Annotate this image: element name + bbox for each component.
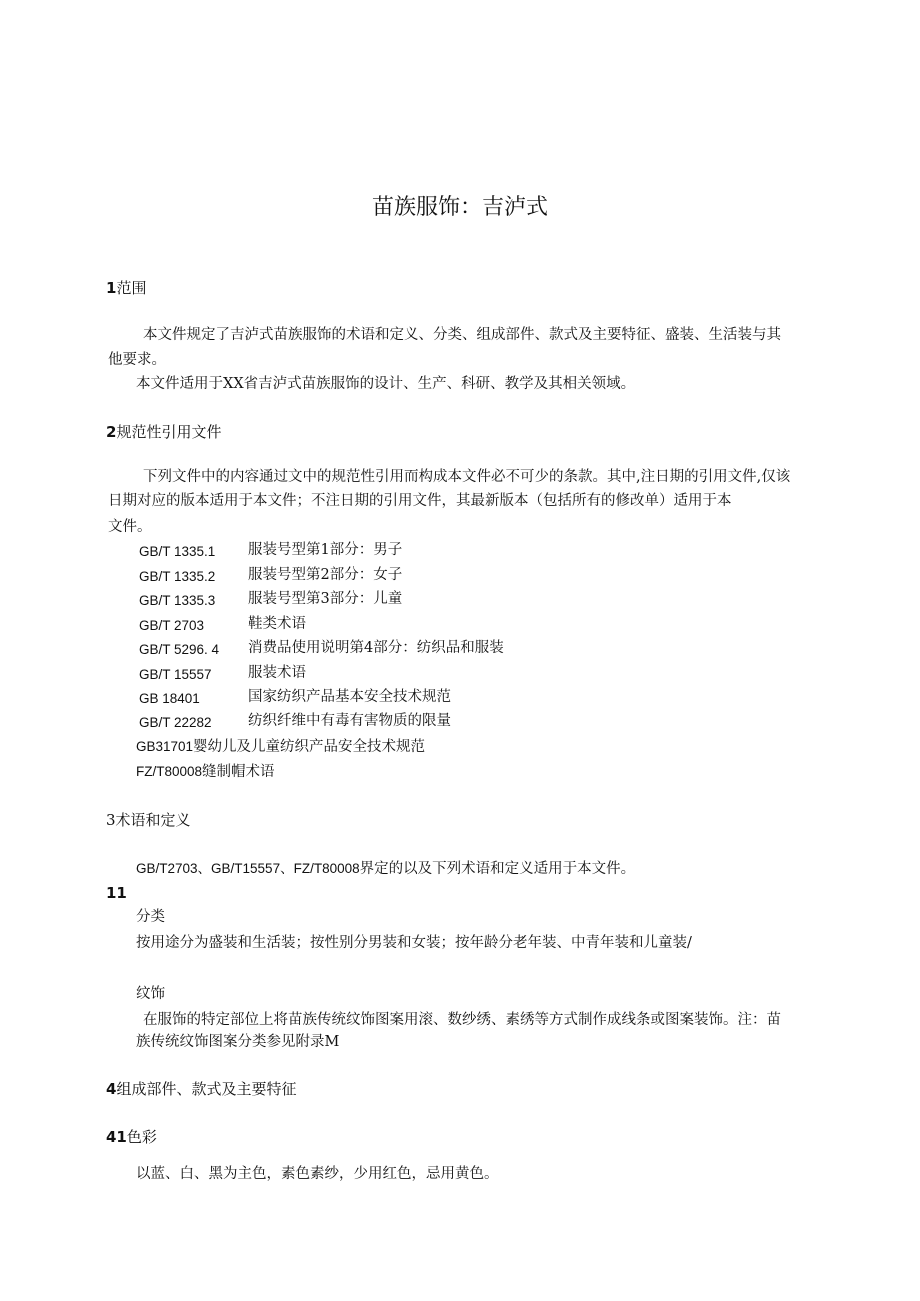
term-2-definition-line-2: 族传统纹饰图案分类参见附录M (136, 1034, 340, 1050)
section-3-intro-text: 界定的以及下列术语和定义适用于本文件。 (359, 861, 636, 877)
ref-title: 服装号型第3部分：儿童 (248, 591, 403, 607)
section-3-intro-codes: GB/T2703、GB/T15557、FZ/T80008 (136, 861, 360, 876)
ref-title: 国家纺织产品基本安全技术规范 (248, 689, 451, 705)
section-3-intro (136, 860, 635, 878)
ref-item (136, 763, 275, 781)
section-1-paragraph-2: 本文件适用于XX省吉泸式苗族服饰的设计、生产、科研、教学及其相关领域。 (136, 376, 636, 392)
ref-code: GB/T 15557 (139, 667, 212, 682)
ref-title: 纺织纤维中有毒有害物质的限量 (248, 713, 451, 729)
ref-title: 鞋类术语 (248, 616, 306, 632)
ref-title: 缝制帽术语 (202, 764, 275, 780)
ref-code: GB/T 5296. 4 (139, 642, 220, 657)
term-2-definition-line-1: 在服饰的特定部位上将苗族传统纹饰图案用滚、数纱绣、素绣等方式制作成线条或图案装饰。注：苗 (143, 1012, 781, 1028)
ref-code: FZ/T80008 (136, 764, 203, 779)
ref-code: GB/T 2703 (139, 618, 205, 633)
section-1-paragraph-1-line-1: 本文件规定了吉泸式苗族服饰的术语和定义、分类、组成部件、款式及主要特征、盛装、生活装与其 (143, 327, 781, 343)
ref-title: 婴幼儿及儿童纺织产品安全技术规范 (193, 739, 426, 755)
section-3-sub-number: 11 (106, 884, 127, 902)
ref-title: 消费品使用说明第4部分：纺织品和服装 (248, 640, 504, 656)
term-1-name: 分类 (136, 909, 165, 925)
section-1-paragraph-1-line-2: 他要求。 (108, 352, 166, 368)
section-1-number: 1 (106, 279, 117, 297)
section-4-1-heading (106, 1128, 157, 1146)
ref-title: 服装术语 (248, 665, 306, 681)
document-title: 苗族服饰：吉泸式 (372, 195, 549, 220)
section-4-1-number: 41 (106, 1128, 127, 1146)
term-1-definition: 按用途分为盛装和生活装；按性别分男装和女装；按年龄分老年装、中青年装和儿童装/ (136, 935, 692, 951)
section-4-heading (106, 1080, 296, 1098)
ref-code: GB/T 1335.2 (139, 569, 216, 584)
section-4-1-paragraph: 以蓝、白、黑为主色，素色素纱，少用红色，忌用黄色。 (136, 1166, 499, 1182)
section-1-heading (106, 279, 146, 297)
ref-code: GB/T 1335.3 (139, 593, 216, 608)
section-2-label: 规范性引用文件 (116, 423, 222, 441)
ref-title: 服装号型第1部分：男子 (248, 542, 403, 558)
section-2-paragraph-line-2: 日期对应的版本适用于本文件；不注日期的引用文件，其最新版本（包括所有的修改单）适用于本 (108, 493, 732, 509)
section-2-heading (106, 423, 221, 441)
section-2-paragraph-line-1: 下列文件中的内容通过文中的规范性引用而构成本文件必不可少的条款。其中,注日期的引用文件,仅该 (143, 469, 791, 485)
ref-code: GB/T 22282 (139, 715, 212, 730)
section-2-paragraph-line-3: 文件。 (108, 519, 152, 535)
ref-item (136, 738, 425, 756)
section-2-number: 2 (106, 423, 117, 441)
section-4-label: 组成部件、款式及主要特征 (116, 1080, 297, 1098)
ref-code: GB31701 (136, 739, 194, 754)
ref-code: GB 18401 (139, 691, 200, 706)
term-2-name: 纹饰 (136, 986, 165, 1002)
ref-code: GB/T 1335.1 (139, 544, 216, 559)
section-1-label: 范围 (116, 279, 147, 297)
section-3-heading: 3术语和定义 (106, 811, 191, 829)
section-4-number: 4 (106, 1080, 117, 1098)
ref-title: 服装号型第2部分：女子 (248, 567, 403, 583)
section-4-1-label: 色彩 (126, 1128, 157, 1146)
